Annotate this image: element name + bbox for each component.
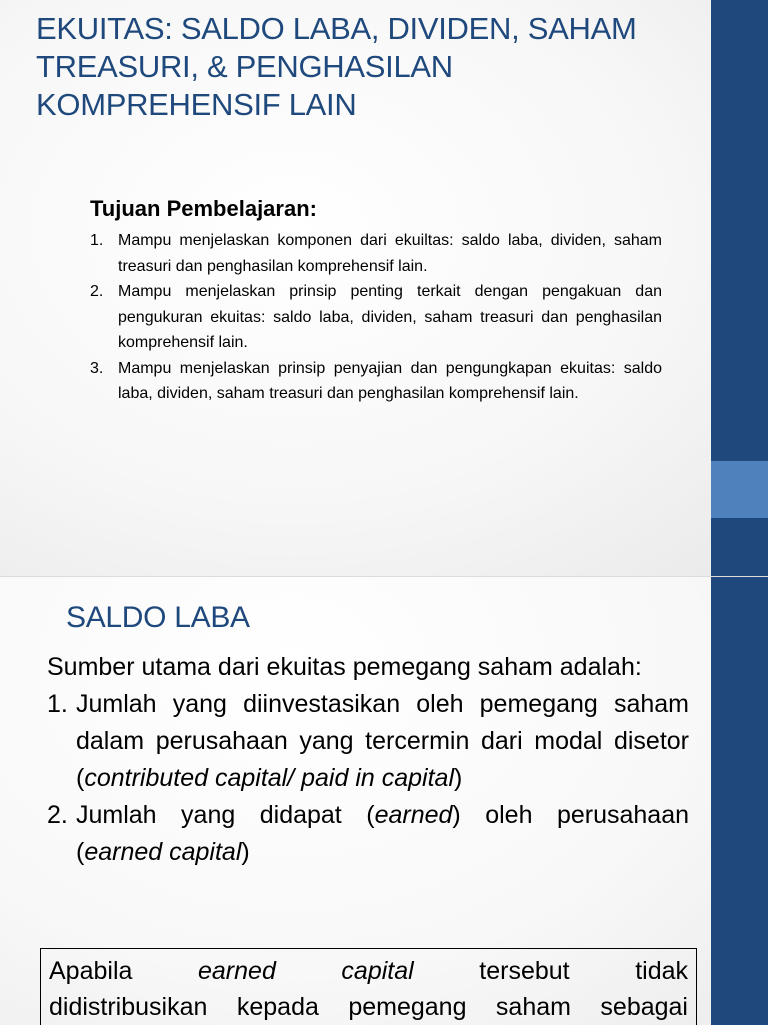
list-item-text-end: ) [454,764,463,792]
slide-2-sidebar [711,577,768,1025]
list-item-text: Jumlah yang didapat ( [76,801,375,829]
highlight-box-rest: tersebut tidak [479,957,689,985]
highlight-box-line-2: didistribusikan kepada pemegang saham sebagai [49,993,688,1021]
list-item-italic: contributed capital/ paid in capital [84,764,455,792]
list-item [47,797,689,871]
list-item [88,356,662,407]
list-item-text: Mampu menjelaskan komponen dari ekuiltas: saldo laba, dividen, saham treasuri dan penghasilan komprehensif lain. [118,232,662,275]
slide-1-title: EKUITAS: SALDO LABA, DIVIDEN, SAHAM TREASURI, & PENGHASILAN KOMPREHENSIF LAIN [36,11,637,122]
slide-2-title: SALDO LABA [66,601,250,634]
list-item-text-end: ) [241,838,250,866]
list-item [88,279,662,356]
list-item-text-mid: ) oleh perusahaan ( [76,801,690,866]
learning-goals-list [88,228,662,407]
list-item-text: Jumlah yang diinvestasikan oleh pemegang saham dalam perusahaan yang tercermin dari modal disetor ( [76,690,689,792]
learning-goals [88,196,662,407]
highlight-box-line-1 [49,953,688,989]
sources-list [47,686,689,871]
slide-2-body [47,649,689,871]
list-item-number: 2. [90,283,104,300]
highlight-box [40,948,697,1025]
learning-goals-heading: Tujuan Pembelajaran: [90,196,317,221]
intro-text: Sumber utama dari ekuitas pemegang saham adalah: [47,653,642,681]
slide-1-sidebar-accent [711,461,768,518]
list-item-text: Mampu menjelaskan prinsip penting terkait dengan pengakuan dan pengukuran ekuitas: saldo laba, dividen, saham treasuri dan penghasilan komprehensif lain. [118,283,662,351]
list-item [88,228,662,279]
list-item [47,686,689,797]
list-item-italic-2: earned capital [84,838,242,866]
list-item-text: Mampu menjelaskan prinsip penyajian dan pengungkapan ekuitas: saldo laba, dividen, saham treasuri dan penghasilan komprehensif lain. [118,359,662,402]
list-item-number: 1. [47,690,68,718]
list-item-italic: earned [374,801,453,829]
list-item-number: 3. [90,359,104,377]
list-item-number: 2. [47,801,68,829]
list-item-number: 1. [90,232,104,249]
slide-2 [0,576,768,1025]
highlight-box-italic: earned capital [198,957,414,985]
highlight-box-word: Apabila [49,957,133,985]
